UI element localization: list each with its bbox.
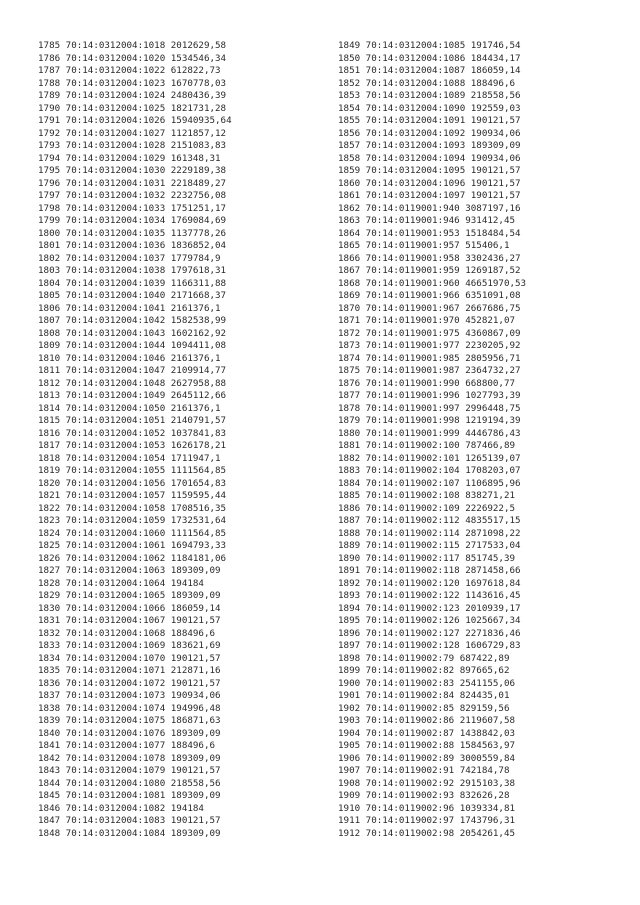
table-row: 1819 70:14:0312004:1055 1111564,85 bbox=[38, 465, 227, 476]
table-row: 1800 70:14:0312004:1035 1137778,26 bbox=[38, 227, 227, 239]
table-row: 1794 70:14:0312004:1029 161348,31 bbox=[38, 152, 221, 164]
table-row: 1806 70:14:0312004:1041 2161376,1 bbox=[38, 302, 221, 314]
table-row: 1864 70:14:0119001:953 1518484,54 bbox=[338, 227, 521, 239]
table-row: 1796 70:14:0312004:1031 2218489,27 bbox=[38, 177, 227, 189]
table-row: 1826 70:14:0312004:1062 1184181,06 bbox=[38, 552, 227, 564]
table-row: 1873 70:14:0119001:977 2230205,92 bbox=[338, 340, 521, 351]
table-row: 1818 70:14:0312004:1054 1711947,1 bbox=[38, 452, 221, 464]
table-row: 1912 70:14:0119002:98 2054261,45 bbox=[338, 827, 516, 839]
table-row: 1813 70:14:0312004:1049 2645112,66 bbox=[38, 390, 227, 401]
table-row: 1837 70:14:0312004:1073 190934,06 bbox=[38, 690, 221, 701]
table-row: 1799 70:14:0312004:1034 1769084,69 bbox=[38, 215, 227, 226]
table-row: 1900 70:14:0119002:83 2541155,06 bbox=[338, 677, 516, 689]
table-row: 1828 70:14:0312004:1064 194184 bbox=[38, 577, 204, 589]
table-row: 1798 70:14:0312004:1033 1751251,17 bbox=[38, 202, 227, 214]
table-row: 1871 70:14:0119001:970 452821,07 bbox=[338, 315, 516, 326]
table-row: 1905 70:14:0119002:88 1584563,97 bbox=[338, 740, 516, 751]
table-row: 1839 70:14:0312004:1075 186871,63 bbox=[38, 715, 221, 726]
table-row: 1823 70:14:0312004:1059 1732531,64 bbox=[38, 515, 227, 526]
table-row: 1891 70:14:0119002:118 2871458,66 bbox=[338, 565, 521, 576]
table-row: 1860 70:14:0312004:1096 190121,57 bbox=[338, 177, 521, 189]
table-row: 1836 70:14:0312004:1072 190121,57 bbox=[38, 677, 221, 689]
table-row: 1884 70:14:0119002:107 1106895,96 bbox=[338, 477, 521, 489]
table-row: 1882 70:14:0119002:101 1265139,07 bbox=[338, 452, 521, 464]
table-row: 1793 70:14:0312004:1028 2151083,83 bbox=[38, 140, 227, 151]
table-row: 1834 70:14:0312004:1070 190121,57 bbox=[38, 652, 221, 664]
table-row: 1821 70:14:0312004:1057 1159595,44 bbox=[38, 490, 227, 501]
table-row: 1910 70:14:0119002:96 1039334,81 bbox=[338, 802, 516, 814]
table-row: 1850 70:14:0312004:1086 184434,17 bbox=[338, 52, 521, 64]
table-row: 1865 70:14:0119001:957 515406,1 bbox=[338, 240, 510, 251]
table-row: 1894 70:14:0119002:123 2010939,17 bbox=[338, 602, 521, 614]
table-row: 1845 70:14:0312004:1081 189309,09 bbox=[38, 790, 221, 801]
table-row: 1887 70:14:0119002:112 4835517,15 bbox=[338, 515, 521, 526]
table-row: 1831 70:14:0312004:1067 190121,57 bbox=[38, 615, 221, 626]
table-row: 1807 70:14:0312004:1042 1582538,99 bbox=[38, 315, 227, 326]
table-row: 1851 70:14:0312004:1087 186059,14 bbox=[338, 65, 521, 76]
table-row: 1833 70:14:0312004:1069 183621,69 bbox=[38, 640, 221, 651]
left-column bbox=[38, 40, 232, 840]
table-row: 1896 70:14:0119002:127 2271836,46 bbox=[338, 627, 521, 639]
table-row: 1805 70:14:0312004:1040 2171668,37 bbox=[38, 290, 227, 301]
table-row: 1862 70:14:0119001:940 3087197,16 bbox=[338, 202, 521, 214]
table-row: 1863 70:14:0119001:946 931412,45 bbox=[338, 215, 516, 226]
table-row: 1829 70:14:0312004:1065 189309,09 bbox=[38, 590, 221, 601]
table-row: 1832 70:14:0312004:1068 188496,6 bbox=[38, 627, 216, 639]
table-row: 1817 70:14:0312004:1053 1626178,21 bbox=[38, 440, 227, 451]
table-row: 1830 70:14:0312004:1066 186059,14 bbox=[38, 602, 221, 614]
table-row: 1791 70:14:0312004:1026 15940935,64 bbox=[38, 115, 232, 126]
table-row: 1867 70:14:0119001:959 1269187,52 bbox=[338, 265, 521, 276]
table-row: 1892 70:14:0119002:120 1697618,84 bbox=[338, 577, 521, 589]
table-row: 1846 70:14:0312004:1082 194184 bbox=[38, 802, 204, 814]
right-column bbox=[338, 40, 526, 840]
table-row: 1872 70:14:0119001:975 4360867,09 bbox=[338, 327, 521, 339]
table-row: 1856 70:14:0312004:1092 190934,06 bbox=[338, 127, 521, 139]
table-row: 1789 70:14:0312004:1024 2480436,39 bbox=[38, 90, 227, 101]
table-row: 1877 70:14:0119001:996 1027793,39 bbox=[338, 390, 521, 401]
table-row: 1901 70:14:0119002:84 824435,01 bbox=[338, 690, 510, 701]
table-row: 1810 70:14:0312004:1046 2161376,1 bbox=[38, 352, 221, 364]
table-row: 1881 70:14:0119002:100 787466,89 bbox=[338, 440, 516, 451]
table-row: 1840 70:14:0312004:1076 189309,09 bbox=[38, 727, 221, 739]
table-row: 1843 70:14:0312004:1079 190121,57 bbox=[38, 765, 221, 776]
table-row: 1848 70:14:0312004:1084 189309,09 bbox=[38, 827, 221, 839]
table-row: 1842 70:14:0312004:1078 189309,09 bbox=[38, 752, 221, 764]
table-row: 1816 70:14:0312004:1052 1037841,83 bbox=[38, 427, 227, 439]
table-row: 1786 70:14:0312004:1020 1534546,34 bbox=[38, 52, 227, 64]
table-row: 1904 70:14:0119002:87 1438842,03 bbox=[338, 727, 516, 739]
table-row: 1855 70:14:0312004:1091 190121,57 bbox=[338, 115, 521, 126]
table-row: 1857 70:14:0312004:1093 189309,09 bbox=[338, 140, 521, 151]
table-row: 1838 70:14:0312004:1074 194996,48 bbox=[38, 702, 221, 714]
table-row: 1908 70:14:0119002:92 2915103,38 bbox=[338, 777, 516, 789]
table-row: 1812 70:14:0312004:1048 2627958,88 bbox=[38, 377, 227, 389]
table-row: 1876 70:14:0119001:990 668800,77 bbox=[338, 377, 516, 389]
table-row: 1870 70:14:0119001:967 2667686,75 bbox=[338, 302, 521, 314]
table-row: 1909 70:14:0119002:93 832626,28 bbox=[338, 790, 510, 801]
table-row: 1808 70:14:0312004:1043 1602162,92 bbox=[38, 327, 227, 339]
table-row: 1899 70:14:0119002:82 897665,62 bbox=[338, 665, 510, 676]
table-row: 1849 70:14:0312004:1085 191746,54 bbox=[338, 40, 521, 51]
table-row: 1797 70:14:0312004:1032 2232756,08 bbox=[38, 190, 227, 201]
table-row: 1792 70:14:0312004:1027 1121857,12 bbox=[38, 127, 227, 139]
table-row: 1795 70:14:0312004:1030 2229189,38 bbox=[38, 165, 227, 176]
table-row: 1801 70:14:0312004:1036 1836852,04 bbox=[38, 240, 227, 251]
table-row: 1859 70:14:0312004:1095 190121,57 bbox=[338, 165, 521, 176]
table-row: 1822 70:14:0312004:1058 1708516,35 bbox=[38, 502, 227, 514]
table-row: 1788 70:14:0312004:1023 1670778,03 bbox=[38, 77, 227, 89]
table-row: 1888 70:14:0119002:114 2871098,22 bbox=[338, 527, 521, 539]
table-row: 1897 70:14:0119002:128 1606729,83 bbox=[338, 640, 521, 651]
table-row: 1889 70:14:0119002:115 2717533,04 bbox=[338, 540, 521, 551]
table-row: 1824 70:14:0312004:1060 1111564,85 bbox=[38, 527, 227, 539]
table-row: 1869 70:14:0119001:966 6351091,08 bbox=[338, 290, 521, 301]
table-row: 1866 70:14:0119001:958 3302436,27 bbox=[338, 252, 521, 264]
table-row: 1874 70:14:0119001:985 2805956,71 bbox=[338, 352, 521, 364]
table-row: 1804 70:14:0312004:1039 1166311,88 bbox=[38, 277, 227, 289]
table-row: 1875 70:14:0119001:987 2364732,27 bbox=[338, 365, 521, 376]
table-row: 1854 70:14:0312004:1090 192559,03 bbox=[338, 102, 521, 114]
table-row: 1902 70:14:0119002:85 829159,56 bbox=[338, 702, 510, 714]
table-row: 1790 70:14:0312004:1025 1821731,28 bbox=[38, 102, 227, 114]
table-row: 1858 70:14:0312004:1094 190934,06 bbox=[338, 152, 521, 164]
table-row: 1814 70:14:0312004:1050 2161376,1 bbox=[38, 402, 221, 414]
table-row: 1861 70:14:0312004:1097 190121,57 bbox=[338, 190, 521, 201]
table-row: 1895 70:14:0119002:126 1025667,34 bbox=[338, 615, 521, 626]
table-row: 1785 70:14:0312004:1018 2012629,58 bbox=[38, 40, 227, 51]
table-row: 1868 70:14:0119001:960 46651970,53 bbox=[338, 277, 527, 289]
table-row: 1853 70:14:0312004:1089 218558,56 bbox=[338, 90, 521, 101]
table-row: 1911 70:14:0119002:97 1743796,31 bbox=[338, 815, 516, 826]
table-row: 1890 70:14:0119002:117 851745,39 bbox=[338, 552, 516, 564]
table-row: 1878 70:14:0119001:997 2996448,75 bbox=[338, 402, 521, 414]
table-row: 1809 70:14:0312004:1044 1094411,08 bbox=[38, 340, 227, 351]
table-row: 1906 70:14:0119002:89 3000559,84 bbox=[338, 752, 516, 764]
table-row: 1879 70:14:0119001:998 1219194,39 bbox=[338, 415, 521, 426]
table-row: 1852 70:14:0312004:1088 188496,6 bbox=[338, 77, 516, 89]
table-row: 1907 70:14:0119002:91 742184,78 bbox=[338, 765, 510, 776]
table-row: 1847 70:14:0312004:1083 190121,57 bbox=[38, 815, 221, 826]
table-row: 1880 70:14:0119001:999 4446786,43 bbox=[338, 427, 521, 439]
table-row: 1803 70:14:0312004:1038 1797618,31 bbox=[38, 265, 227, 276]
table-row: 1898 70:14:0119002:79 687422,89 bbox=[338, 652, 510, 664]
table-row: 1802 70:14:0312004:1037 1779784,9 bbox=[38, 252, 221, 264]
table-row: 1893 70:14:0119002:122 1143616,45 bbox=[338, 590, 521, 601]
table-row: 1886 70:14:0119002:109 2226922,5 bbox=[338, 502, 516, 514]
table-row: 1825 70:14:0312004:1061 1694793,33 bbox=[38, 540, 227, 551]
table-row: 1883 70:14:0119002:104 1708203,07 bbox=[338, 465, 521, 476]
table-row: 1835 70:14:0312004:1071 212871,16 bbox=[38, 665, 221, 676]
table-row: 1787 70:14:0312004:1022 612822,73 bbox=[38, 65, 221, 76]
table-row: 1903 70:14:0119002:86 2119607,58 bbox=[338, 715, 516, 726]
table-row: 1841 70:14:0312004:1077 188496,6 bbox=[38, 740, 216, 751]
table-row: 1885 70:14:0119002:108 838271,21 bbox=[338, 490, 516, 501]
table-row: 1827 70:14:0312004:1063 189309,09 bbox=[38, 565, 221, 576]
table-row: 1820 70:14:0312004:1056 1701654,83 bbox=[38, 477, 227, 489]
table-row: 1844 70:14:0312004:1080 218558,56 bbox=[38, 777, 221, 789]
table-row: 1811 70:14:0312004:1047 2109914,77 bbox=[38, 365, 227, 376]
table-row: 1815 70:14:0312004:1051 2140791,57 bbox=[38, 415, 227, 426]
